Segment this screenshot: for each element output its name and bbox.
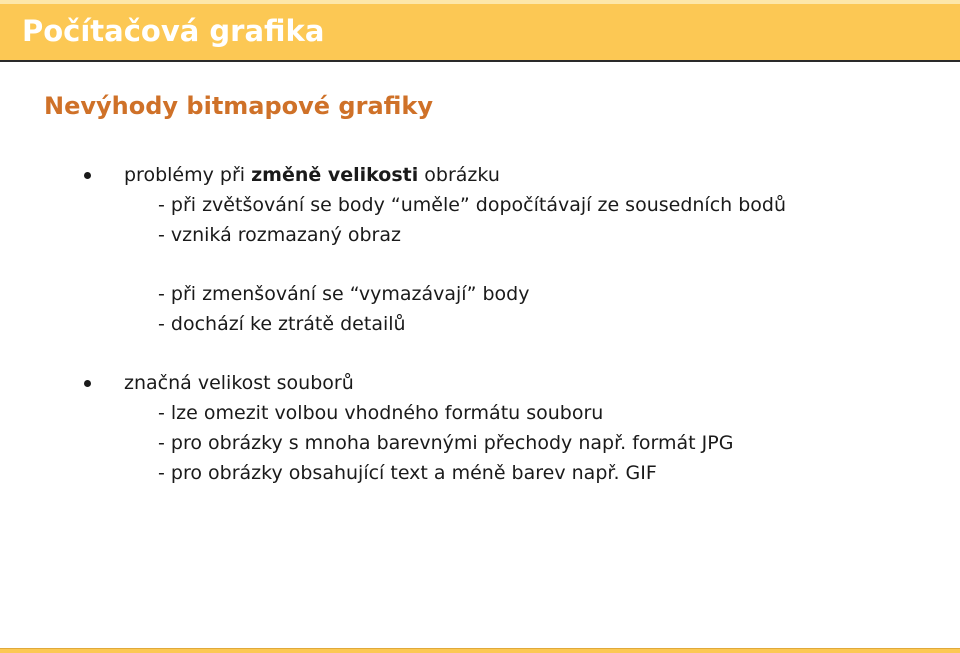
- slide-heading: Nevýhody bitmapové grafiky: [44, 92, 434, 120]
- sub-item: - pro obrázky obsahující text a méně barev např. GIF: [158, 462, 657, 484]
- bullet-icon: [84, 380, 91, 387]
- bullet-text-pre: problémy při: [124, 164, 252, 186]
- bullet-text-post: obrázku: [418, 164, 500, 186]
- bullet-item-file-size: značná velikost souborů: [124, 372, 354, 394]
- bullet-text-bold: změně velikosti: [251, 164, 419, 186]
- header-bar: [0, 4, 960, 62]
- bottom-accent-line: [0, 648, 960, 653]
- sub-item: - dochází ke ztrátě detailů: [158, 313, 406, 335]
- sub-item: - lze omezit volbou vhodného formátu souboru: [158, 402, 604, 424]
- sub-item: - pro obrázky s mnoha barevnými přechody např. formát JPG: [158, 432, 734, 454]
- bullet-item-size-change: [124, 162, 500, 188]
- sub-item: - vzniká rozmazaný obraz: [158, 224, 401, 246]
- sub-item: - při zmenšování se “vymazávají” body: [158, 283, 530, 305]
- bullet-icon: [84, 172, 91, 179]
- sub-item: - při zvětšování se body “uměle” dopočítávají ze sousedních bodů: [158, 194, 787, 216]
- header-title: Počítačová grafika: [22, 14, 325, 48]
